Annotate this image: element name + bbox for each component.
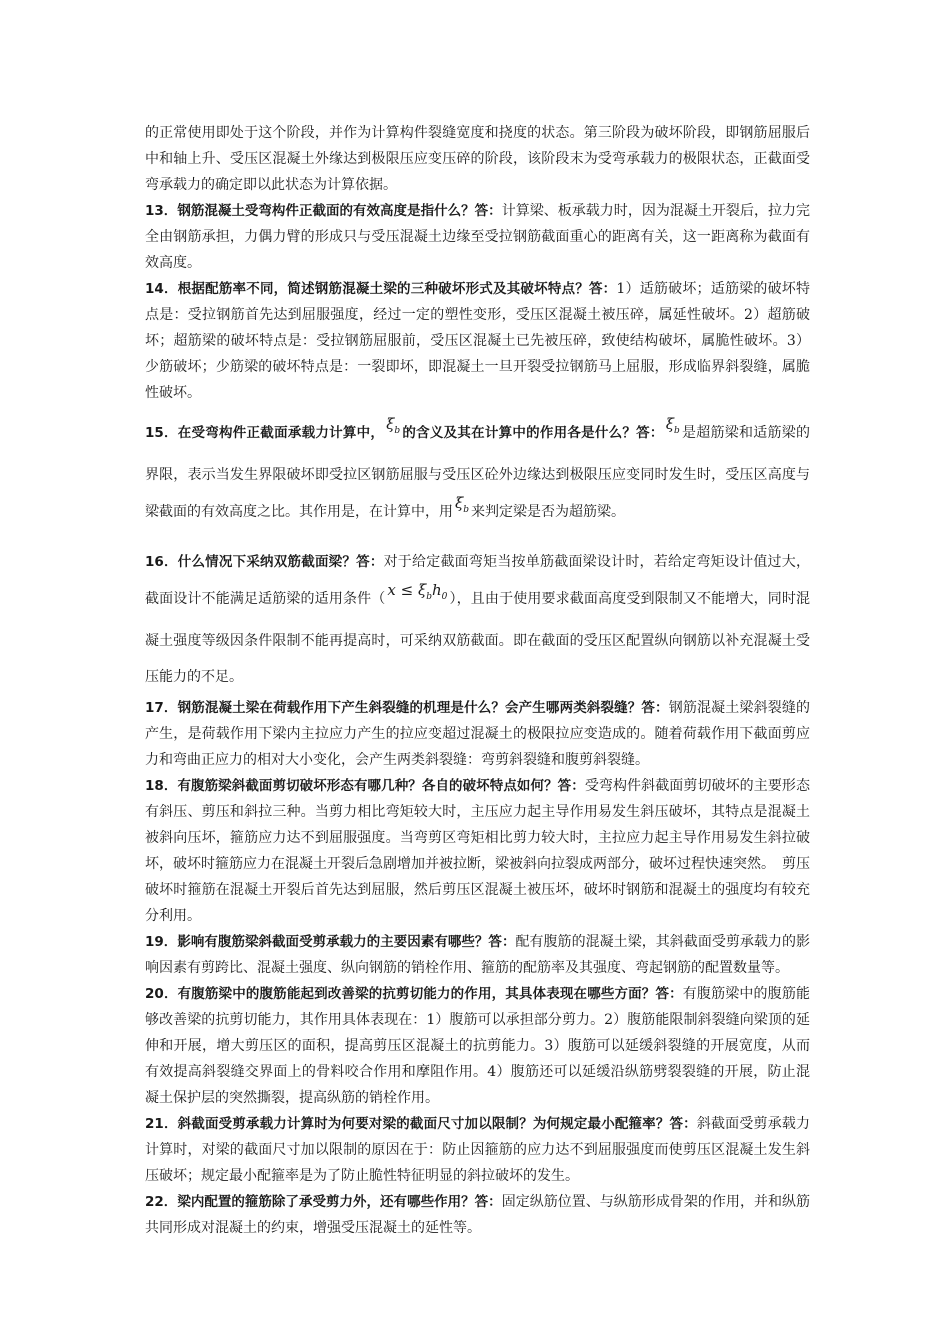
intro-text: 的正常使用即处于这个阶段，并作为计算构件裂缝宽度和挠度的状态。第三阶段为破坏阶段，即钢筋屈服后中和轴上升、受压区混凝土外缘达到极限压应变压碎的阶段，该阶段末为受弯承载力的极限状态，正截面受弯承载力的确定即以此状态为计算依据。 <box>145 125 810 193</box>
question-21-answer: 斜截面受剪承载力计算时，对梁的截面尺寸加以限制的原因在于：防止因箍筋的应力达不到屈服强度而使剪压区混凝土发生斜压破坏；规定最小配箍率是为了防止脆性特征明显的斜拉破坏的发生。 <box>145 1116 810 1184</box>
question-14-answer: 1）适筋破坏；适筋梁的破坏特点是：受拉钢筋首先达到屈服强度，经过一定的塑性变形，受压区混凝土被压碎，属延性破坏。2）超筋破坏；超筋梁的破坏特点是：受拉钢筋屈服前，受压区混凝土已先被压碎，致使结构破坏，属脆性破坏。3）少筋破坏；少筋梁的破坏特点是：一裂即坏，即混凝土一旦开裂受拉钢筋马上屈服，形成临界斜裂缝，属脆性破坏。 <box>145 281 810 401</box>
question-20-answer: 有腹筋梁中的腹筋能够改善梁的抗剪切能力，其作用具体表现在：1）腹筋可以承担部分剪力。2）腹筋能限制斜裂缝向梁顶的延伸和开展，增大剪压区的面积，提高剪压区混凝土的抗剪能力。3）腹筋可以延缓斜裂缝的开展宽度，从而有效提高斜裂缝交界面上的骨料咬合作用和摩阻作用。4）腹筋还可以延缓沿纵筋劈裂裂缝的开展，防止混凝土保护层的突然撕裂，提高纵筋的销栓作用。 <box>145 986 810 1106</box>
question-17 <box>145 695 810 773</box>
question-18-answer: 受弯构件斜截面剪切破坏的主要形态有斜压、剪压和斜拉三种。当剪力相比弯矩较大时，主压应力起主导作用易发生斜压破坏，其特点是混凝土被斜向压坏，箍筋应力达不到屈服强度。当弯剪区弯矩相比剪力较大时，主拉应力起主导作用易发生斜拉破坏，破坏时箍筋应力在混凝土开裂后急剧增加并被拉断，梁被斜向拉裂成两部分，破坏过程快速突然。 剪压破坏时箍筋在混凝土开裂后首先达到屈服，然后剪压区混凝土被压坏，破坏时钢筋和混凝土的强度均有较充分利用。 <box>145 778 810 924</box>
question-22 <box>145 1189 810 1241</box>
question-20-title: 20．有腹筋梁中的腹筋能起到改善梁的抗剪切能力的作用，其具体表现在哪些方面？答： <box>145 986 683 1002</box>
question-16 <box>145 544 810 695</box>
question-13-answer: 计算梁、板承载力时，因为混凝土开裂后，拉力完全由钢筋承担，力偶力臂的形成只与受压混凝土边缘至受拉钢筋截面重心的距离有关，这一距离称为截面有效高度。 <box>145 203 811 271</box>
xi-b-symbol: $\xi_b$ <box>455 494 470 515</box>
question-17-title: 17．钢筋混凝土梁在荷载作用下产生斜裂缝的机理是什么？会产生哪两类斜裂缝？答： <box>145 700 669 716</box>
question-15-answer-a: 是超筋梁和适筋梁的界限，表示当发生界限破坏即受拉区钢筋屈服与受压区砼外边缘达到极限压应变同时发生时，受压区高度与梁截面的有效高度之比。其作用是，在计算中，用 <box>145 425 810 520</box>
xi-b-symbol: $\xi_b$ <box>386 415 401 436</box>
question-18-title: 18．有腹筋梁斜截面剪切破坏形态有哪几种？各自的破坏特点如何？答： <box>145 778 585 794</box>
question-14-title: 14．根据配筋率不同，简述钢筋混凝土梁的三种破坏形式及其破坏特点？答： <box>145 281 617 297</box>
question-20 <box>145 981 810 1111</box>
question-19-title: 19．影响有腹筋梁斜截面受剪承载力的主要因素有哪些？答： <box>145 934 516 950</box>
question-13 <box>145 198 810 276</box>
question-19-answer: 配有腹筋的混凝土梁，其斜截面受剪承载力的影响因素有剪跨比、混凝土强度、纵向钢筋的销栓作用、箍筋的配筋率及其强度、弯起钢筋的配置数量等。 <box>145 934 810 976</box>
question-16-answer-a: 对于给定截面弯矩当按单筋截面梁设计时，若给定弯矩设计值过大，截面设计不能满足适筋梁的适用条件（ <box>145 554 810 607</box>
question-15-title-b: 的含义及其在计算中的作用各是什么？答： <box>402 425 664 441</box>
question-17-answer: 钢筋混凝土梁斜裂缝的产生，是荷载作用下梁内主拉应力产生的拉应变超过混凝土的极限拉应变造成的。随着荷载作用下截面剪应力和弯曲正应力的相对大小变化，会产生两类斜裂缝：弯剪斜裂缝和腹剪斜裂缝。 <box>145 700 811 768</box>
question-15 <box>145 414 810 536</box>
question-22-title: 22．梁内配置的箍筋除了承受剪力外，还有哪些作用？答： <box>145 1194 502 1210</box>
question-16-title: 16．什么情况下采纳双筋截面梁？答： <box>145 554 384 570</box>
question-19 <box>145 929 810 981</box>
question-15-answer-b: 来判定梁是否为超筋梁。 <box>471 504 626 520</box>
question-14 <box>145 276 810 406</box>
question-16-answer-b: ），且由于使用要求截面高度受到限制又不能增大，同时混凝土强度等级因条件限制不能再提高时，可采纳双筋截面。即在截面的受压区配置纵向钢筋以补充混凝土受压能力的不足。 <box>145 591 811 685</box>
question-13-title: 13．钢筋混凝土受弯构件正截面的有效高度是指什么？答： <box>145 203 502 219</box>
question-18 <box>145 773 810 929</box>
question-15-title-a: 15．在受弯构件正截面承载力计算中， <box>145 425 385 441</box>
question-21 <box>145 1111 810 1189</box>
intro-paragraph <box>145 120 810 198</box>
question-22-answer: 固定纵筋位置、与纵筋形成骨架的作用，并和纵筋共同形成对混凝土的约束，增强受压混凝土的延性等。 <box>145 1194 811 1236</box>
condition-formula: $x \le \xi_bh_0$ <box>387 581 448 602</box>
xi-b-symbol: $\xi_b$ <box>665 415 680 436</box>
question-21-title: 21．斜截面受剪承载力计算时为何要对梁的截面尺寸加以限制？为何规定最小配箍率？答： <box>145 1116 697 1132</box>
